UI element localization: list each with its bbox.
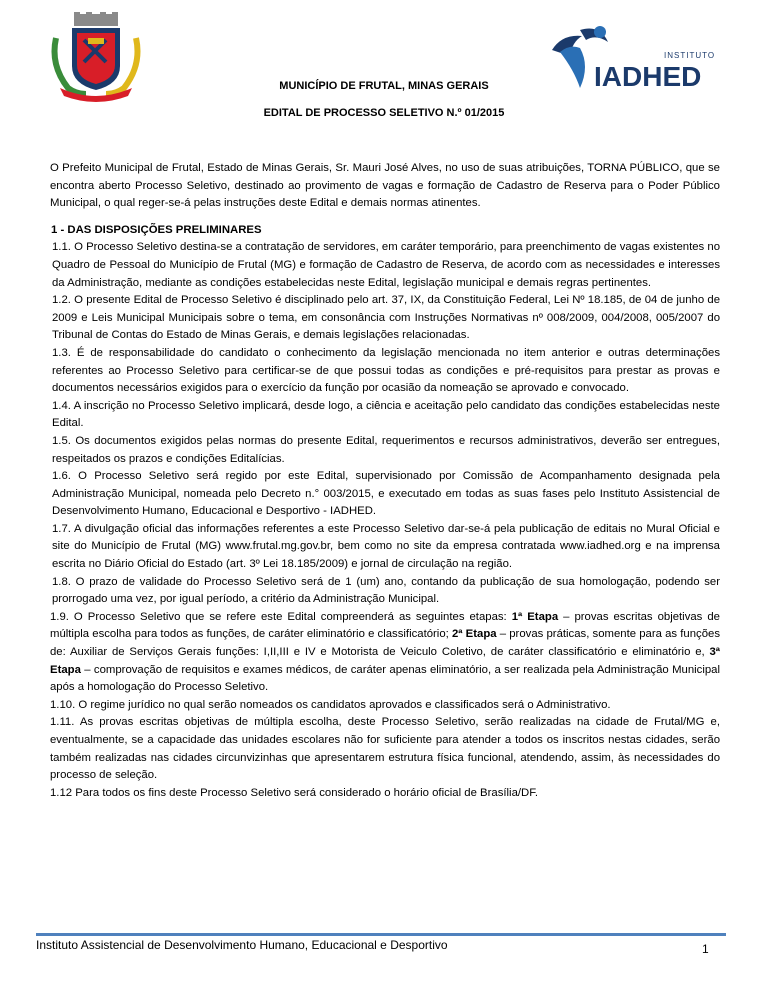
- item-1-3: 1.3. É de responsabilidade do candidato o conhecimento da legislação mencionada no item anterior e outras determinações referentes ao Processo Seletivo para certificar-se de que possui todas as condições e pré-requisitos para prestar as provas e documentos necessários exigidos para o exercício da função por ocasião da nomeação se aprovado e convocado.: [52, 346, 720, 395]
- logo-small-text: INSTITUTO: [664, 51, 716, 60]
- section-title: 1 - DAS DISPOSIÇÕES PRELIMINARES: [51, 223, 262, 236]
- item-1-6: 1.6. O Processo Seletivo será regido por este Edital, supervisionado por Comissão de Acompanhamento designada pela Administração Municipal, nomeada pelo Decreto n.° 003/2015, e executado em todas as suas fases pelo Instituto Assistencial de Desenvolvimento Humano, Educacional e Desportivo - IADHED.: [52, 470, 720, 518]
- item-1-5: 1.5. Os documentos exigidos pelas normas do presente Edital, requerimentos e recursos administrativos, deverão ser entregues, respeitados os prazos e condições Editalícias.: [52, 434, 720, 465]
- document-body: [50, 160, 720, 802]
- item-1-4: 1.4. A inscrição no Processo Seletivo implicará, desde logo, a ciência e aceitação pelo candidato das condições estabelecidas neste Edital.: [52, 399, 720, 430]
- item-1-8: 1.8. O prazo de validade do Processo Seletivo será de 1 (um) ano, contando da publicação de sua homologação, podendo ser prorrogado uma vez, por igual período, a critério da Administração Municipal.: [52, 575, 720, 606]
- item-1-12: 1.12 Para todos os fins deste Processo Seletivo será considerado o horário oficial de Brasília/DF.: [50, 786, 539, 799]
- item-1-11: 1.11. As provas escritas objetivas de múltipla escolha, deste Processo Seletivo, serão realizadas na cidade de Frutal/MG e, eventualmente, se a capacidade das unidades escolares não for suficiente para atender a todos os inscritos nestas cidades, serão também realizadas nas cidades circunvizinhas que apresentarem estrutura física funcional, atendendo, assim, às necessidades do processo de seleção.: [50, 716, 720, 782]
- item-1-2: 1.2. O presente Edital de Processo Seletivo é disciplinado pelo art. 37, IX, da Constituição Federal, Lei Nº 18.185, de 04 de junho de 2009 e Leis Municipal Municipais sobre o tema, em consonância com Instruções Normativas nº 008/2009, 004/2008, 005/2007 do Tribunal de Contas do Estado de Minas Gerais, e demais legislações relacionadas.: [52, 294, 720, 342]
- logo-big-text: IADHED: [594, 61, 702, 92]
- item-1-10: 1.10. O regime jurídico no qual serão nomeados os candidatos aprovados e classificados será o Administrativo.: [50, 698, 611, 711]
- item-1-9-text-e: – comprovação de requisitos e exames médicos, de caráter apenas eliminatório, a ser realizada pela Administração Municipal após a homologação do Processo Seletivo.: [50, 663, 720, 694]
- item-1-7: 1.7. A divulgação oficial das informações referentes a este Processo Seletivo dar-se-á pela publicação de editais no Mural Oficial e site do Município de Frutal (MG) www.frutal.mg.gov.br, bem como no site da empresa contratada www.iadhed.org e na imprensa escrita no Diário Oficial do Estado (art. 3º Lei 18.185/2009) e jornal de circulação na região.: [52, 522, 720, 571]
- stage-2-label: 2ª Etapa: [451, 628, 497, 641]
- stage-3-label: 3ª Etapa: [50, 646, 720, 676]
- item-1-9: [50, 609, 720, 697]
- page-number: 1: [702, 942, 709, 956]
- stage-1-label: 1ª Etapa: [511, 610, 559, 623]
- item-1-9-text-d: – provas práticas, somente para as funções de: Auxiliar de Serviços Gerais funções: I,II,III e IV e Motorista de Veiculo Coletivo, de caráter classificatório e eliminatório e,: [50, 628, 720, 659]
- intro-paragraph: O Prefeito Municipal de Frutal, Estado de Minas Gerais, Sr. Mauri José Alves, no uso de suas atribuições, TORNA PÚBLICO, que se encontra aberto Processo Seletivo, destinado ao provimento de vagas e formação de Cadastro de Reserva para o Poder Público Municipal, o qual reger-se-á pelas instruções deste Edital e demais normas atinentes.: [50, 162, 720, 210]
- item-1-1: 1.1. O Processo Seletivo destina-se a contratação de servidores, em caráter temporário, para preenchimento de vagas existentes no Quadro de Pessoal do Município de Frutal (MG) e formação de Cadastro de Reserva, de acordo com as necessidades e interesses da Administração, mediante as condições estabelecidas neste Edital, legislação municipal e demais regras pertinentes.: [52, 241, 720, 289]
- item-1-9-text-a: 1.9. O Processo Seletivo que se refere este Edital compreenderá as seguintes etapas:: [50, 610, 512, 623]
- municipality-title: MUNICÍPIO DE FRUTAL, MINAS GERAIS: [279, 80, 489, 92]
- item-1-9-text-c: – provas escritas objetivas de múltipla escolha para todos as funções, de caráter eliminatório e classificatório;: [50, 610, 720, 641]
- footer-organization: Instituto Assistencial de Desenvolvimento Humano, Educacional e Desportivo: [36, 938, 448, 952]
- edital-title: EDITAL DE PROCESSO SELETIVO N.º 01/2015: [263, 107, 505, 119]
- footer-divider: [36, 933, 726, 936]
